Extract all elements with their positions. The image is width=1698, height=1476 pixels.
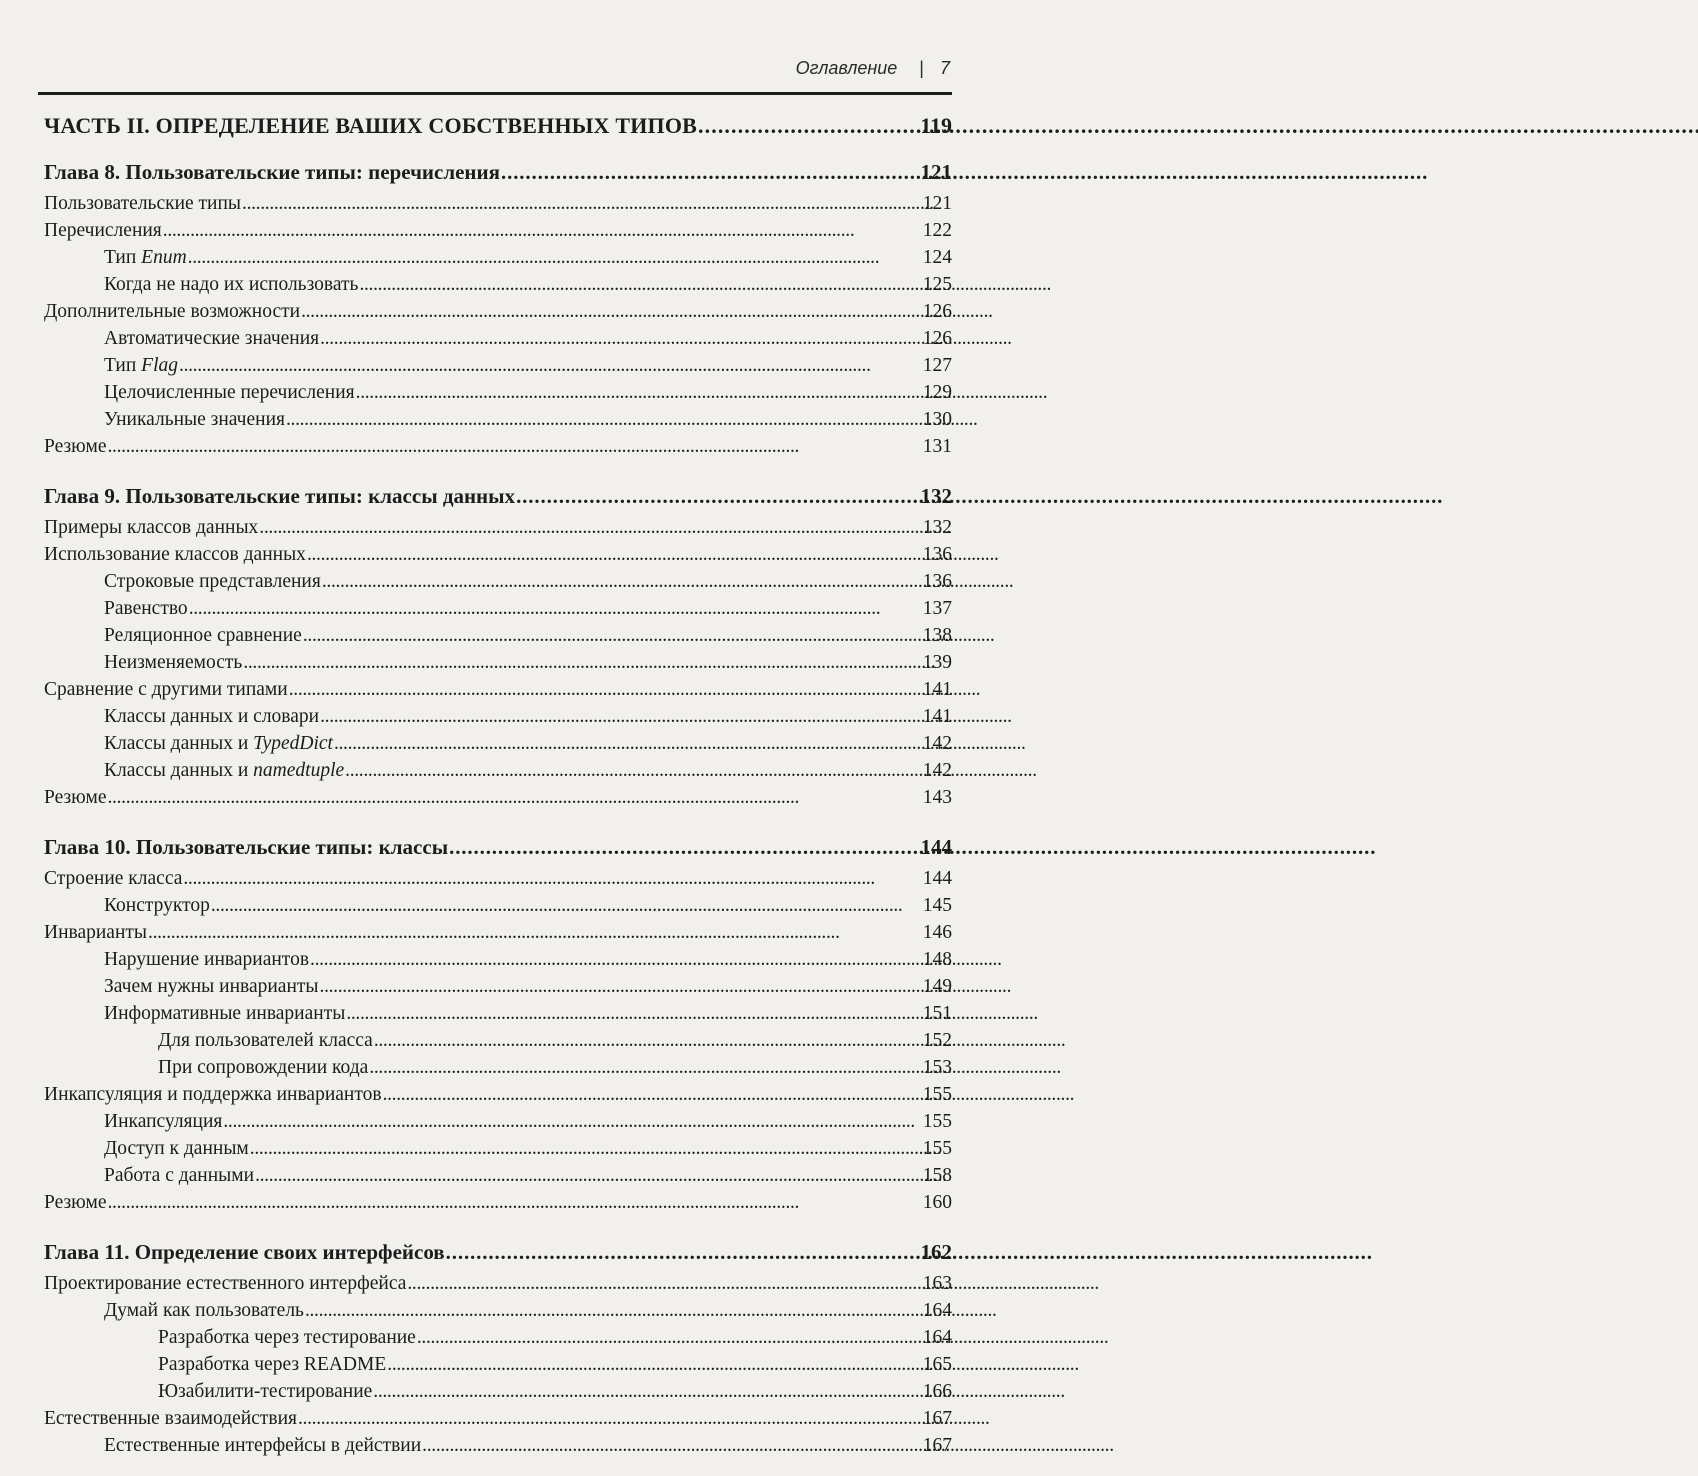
- toc-entry-page: 141: [922, 706, 952, 727]
- toc-entry-page: 142: [922, 760, 952, 781]
- header-rule: [38, 92, 952, 95]
- toc-entry-page: 130: [922, 409, 952, 430]
- toc-entry-page: 132: [920, 484, 952, 508]
- toc-chapter-heading: [38, 478, 952, 514]
- dot-leader: [289, 676, 921, 703]
- running-head-section: Оглавление: [795, 58, 898, 78]
- toc-entry-title: Резюме: [44, 787, 107, 808]
- toc-entry: [38, 1162, 952, 1189]
- dot-leader: [698, 108, 918, 144]
- toc-entry-title: Сравнение с другими типами: [44, 679, 288, 700]
- toc-entry: [38, 325, 952, 352]
- dot-leader: [320, 703, 921, 730]
- toc-entry: [38, 352, 952, 379]
- toc-entry: [38, 433, 952, 460]
- toc-entry-title: Инкапсуляция и поддержка инвариантов: [44, 1084, 382, 1105]
- toc-entry: [38, 271, 952, 298]
- toc-entry-title: [104, 757, 344, 784]
- toc-entry-title: Уникальные значения: [104, 409, 285, 430]
- toc-entry-page: 142: [922, 733, 952, 754]
- dot-leader: [449, 829, 918, 865]
- toc-entry-title: Зачем нужны инварианты: [104, 976, 319, 997]
- toc-entry-page: 166: [922, 1381, 952, 1402]
- toc-entry-page: 158: [922, 1165, 952, 1186]
- toc-entry-page: 126: [922, 301, 952, 322]
- toc-entry-title: Глава 11. Определение своих интерфейсов: [44, 1240, 445, 1264]
- toc-entry-title: При сопровождении кода: [158, 1057, 369, 1078]
- running-head-separator: |: [919, 58, 924, 78]
- toc-entry: [38, 1405, 952, 1432]
- dot-leader: [183, 865, 920, 892]
- toc-entry: [38, 730, 952, 757]
- toc-entry-title-text: Тип: [104, 247, 142, 268]
- toc-entry-page: 125: [922, 274, 952, 295]
- toc-entry-page: 132: [922, 517, 952, 538]
- toc-entry-page: 151: [922, 1003, 952, 1024]
- toc-entry-title: Работа с данными: [104, 1165, 255, 1186]
- toc-entry: [38, 865, 952, 892]
- toc-entry-title: Нарушение инвариантов: [104, 949, 310, 970]
- toc-entry-title: Автоматические значения: [104, 328, 320, 349]
- toc-chapter-heading: [38, 829, 952, 865]
- dot-leader: [188, 244, 921, 271]
- toc-entry-page: 167: [922, 1408, 952, 1429]
- toc-entry-page: 153: [922, 1057, 952, 1078]
- toc-entry: [38, 1054, 952, 1081]
- toc-entry: [38, 595, 952, 622]
- dot-leader: [259, 514, 920, 541]
- dot-leader: [359, 271, 920, 298]
- dot-leader: [387, 1351, 920, 1378]
- toc-entry: [38, 406, 952, 433]
- toc-entry: [38, 1432, 952, 1459]
- toc-entry-page: 152: [922, 1030, 952, 1051]
- toc-entry-title: Резюме: [44, 1192, 107, 1213]
- dot-leader: [346, 1000, 920, 1027]
- dot-leader: [374, 1027, 921, 1054]
- dot-leader: [369, 1054, 920, 1081]
- dot-leader: [108, 784, 921, 811]
- toc-entry-page: 121: [920, 160, 952, 184]
- toc-entry-title: Целочисленные перечисления: [104, 382, 355, 403]
- toc-entry-page: 144: [920, 835, 952, 859]
- dot-leader: [148, 919, 921, 946]
- dot-leader: [383, 1081, 921, 1108]
- dot-leader: [242, 190, 921, 217]
- toc-entry-title: Юзабилити-тестирование: [158, 1381, 373, 1402]
- toc-entry-title: Равенство: [104, 598, 188, 619]
- toc-entry: [38, 1027, 952, 1054]
- toc-chapter-heading: [38, 1234, 952, 1270]
- toc-entry: [38, 919, 952, 946]
- toc-entry-title: Глава 8. Пользовательские типы: перечисления: [44, 160, 500, 184]
- toc-entry: [38, 541, 952, 568]
- toc-entry-page: 164: [922, 1327, 952, 1348]
- toc-entry: [38, 1081, 952, 1108]
- toc-entry: [38, 190, 952, 217]
- toc-entry-page: 167: [922, 1435, 952, 1456]
- toc-entry-title: Естественные взаимодействия: [44, 1408, 297, 1429]
- toc-entry-title: Примеры классов данных: [44, 517, 259, 538]
- toc-entry-title: Информативные инварианты: [104, 1003, 346, 1024]
- toc-entry-page: 144: [922, 868, 952, 889]
- dot-leader: [407, 1270, 920, 1297]
- toc-entry-page: 145: [922, 895, 952, 916]
- dot-leader: [223, 1108, 920, 1135]
- dot-leader: [356, 379, 921, 406]
- toc-entry-title-italic: namedtuple: [253, 760, 345, 781]
- toc-entry: [38, 1297, 952, 1324]
- toc-entry-title-text: Тип: [104, 355, 142, 376]
- toc-entry-page: 122: [922, 220, 952, 241]
- toc-entry: [38, 703, 952, 730]
- toc-entry-title: Когда не надо их использовать: [104, 274, 359, 295]
- toc-entry: [38, 757, 952, 784]
- dot-leader: [305, 1297, 921, 1324]
- toc-entry-page: 137: [922, 598, 952, 619]
- toc-entry-title-italic: Flag: [141, 355, 179, 376]
- dot-leader: [301, 298, 921, 325]
- toc-entry-page: 126: [922, 328, 952, 349]
- dot-leader: [446, 1234, 919, 1270]
- toc-entry-page: 165: [922, 1354, 952, 1375]
- toc-entry: [38, 1378, 952, 1405]
- toc-entry-page: 163: [922, 1273, 952, 1294]
- toc-entry-page: 155: [922, 1084, 952, 1105]
- toc-entry: [38, 379, 952, 406]
- toc-entry-title: Реляционное сравнение: [104, 625, 302, 646]
- toc-entry-title: Перечисления: [44, 220, 162, 241]
- dot-leader: [255, 1162, 921, 1189]
- toc-entry-title: Проектирование естественного интерфейса: [44, 1273, 407, 1294]
- dot-leader: [310, 946, 921, 973]
- toc-entry-title: [104, 244, 187, 271]
- toc-entry-page: 139: [922, 652, 952, 673]
- toc-entry: [38, 1270, 952, 1297]
- toc-entry-page: 136: [922, 544, 952, 565]
- dot-leader: [108, 433, 921, 460]
- toc-entry: [38, 676, 952, 703]
- running-head-page-number: 7: [939, 58, 950, 78]
- dot-leader: [250, 1135, 921, 1162]
- toc-entry-page: 119: [920, 113, 952, 138]
- table-of-contents: [38, 106, 952, 1459]
- dot-leader: [320, 325, 921, 352]
- toc-entry-page: 155: [922, 1138, 952, 1159]
- toc-entry-title: Неизменяемость: [104, 652, 243, 673]
- toc-chapter-heading: [38, 154, 952, 190]
- toc-entry-title: Доступ к данным: [104, 1138, 249, 1159]
- toc-entry-title: Естественные интерфейсы в действии: [104, 1435, 422, 1456]
- dot-leader: [422, 1432, 921, 1459]
- toc-entry-page: 141: [922, 679, 952, 700]
- toc-entry-title-italic: TypedDict: [253, 733, 333, 754]
- toc-entry-page: 164: [922, 1300, 952, 1321]
- toc-entry: [38, 1135, 952, 1162]
- dot-leader: [108, 1189, 921, 1216]
- toc-entry-title: Глава 10. Пользовательские типы: классы: [44, 835, 449, 859]
- toc-entry-title: Конструктор: [104, 895, 210, 916]
- dot-leader: [373, 1378, 920, 1405]
- toc-entry-title: Инварианты: [44, 922, 148, 943]
- toc-entry-page: 127: [922, 355, 952, 376]
- toc-entry-page: 155: [922, 1111, 952, 1132]
- toc-entry-page: 160: [922, 1192, 952, 1213]
- toc-entry: [38, 1189, 952, 1216]
- toc-entry-title: [104, 352, 178, 379]
- toc-entry-page: 131: [922, 436, 952, 457]
- running-head: [796, 58, 950, 79]
- dot-leader: [179, 352, 921, 379]
- dot-leader: [303, 622, 921, 649]
- toc-entry-title-italic: Enum: [141, 247, 187, 268]
- toc-entry-title: Для пользователей класса: [158, 1030, 373, 1051]
- toc-entry-page: 148: [922, 949, 952, 970]
- toc-entry: [38, 892, 952, 919]
- toc-entry-page: 129: [922, 382, 952, 403]
- dot-leader: [501, 154, 919, 190]
- toc-entry-title: Разработка через README: [158, 1354, 387, 1375]
- toc-entry-title: Глава 9. Пользовательские типы: классы данных: [44, 484, 516, 508]
- toc-entry: [38, 946, 952, 973]
- toc-entry-page: 138: [922, 625, 952, 646]
- toc-entry: [38, 649, 952, 676]
- toc-entry-title: Строковые представления: [104, 571, 321, 592]
- toc-entry: [38, 514, 952, 541]
- dot-leader: [516, 478, 918, 514]
- dot-leader: [286, 406, 921, 433]
- dot-leader: [189, 595, 921, 622]
- toc-entry-page: 149: [922, 976, 952, 997]
- toc-entry-title: Использование классов данных: [44, 544, 306, 565]
- dot-leader: [345, 757, 921, 784]
- toc-entry-page: 146: [922, 922, 952, 943]
- toc-entry: [38, 1324, 952, 1351]
- toc-entry-title-text: Классы данных и: [104, 760, 254, 781]
- dot-leader: [334, 730, 921, 757]
- toc-entry-page: 124: [922, 247, 952, 268]
- toc-part-heading: [38, 108, 952, 144]
- dot-leader: [298, 1405, 921, 1432]
- dot-leader: [320, 973, 921, 1000]
- toc-entry: [38, 784, 952, 811]
- toc-entry-title: Разработка через тестирование: [158, 1327, 416, 1348]
- toc-entry-title: Пользовательские типы: [44, 193, 242, 214]
- dot-leader: [322, 568, 921, 595]
- toc-entry-title: Инкапсуляция: [104, 1111, 223, 1132]
- dot-leader: [163, 217, 921, 244]
- toc-entry-title: [104, 730, 333, 757]
- toc-entry-page: 121: [922, 193, 952, 214]
- toc-entry-page: 143: [922, 787, 952, 808]
- toc-entry-title: Думай как пользователь: [104, 1300, 304, 1321]
- toc-entry: [38, 298, 952, 325]
- toc-entry-title: ЧАСТЬ II. ОПРЕДЕЛЕНИЕ ВАШИХ СОБСТВЕННЫХ ТИПОВ: [44, 113, 698, 138]
- dot-leader: [417, 1324, 921, 1351]
- toc-entry: [38, 1108, 952, 1135]
- toc-entry: [38, 568, 952, 595]
- toc-entry-title: Классы данных и словари: [104, 706, 320, 727]
- toc-entry-page: 136: [922, 571, 952, 592]
- dot-leader: [211, 892, 921, 919]
- toc-entry: [38, 1351, 952, 1378]
- toc-entry-title: Дополнительные возможности: [44, 301, 301, 322]
- toc-entry: [38, 244, 952, 271]
- toc-entry: [38, 1000, 952, 1027]
- toc-entry-title-text: Классы данных и: [104, 733, 254, 754]
- toc-entry-title: Строение класса: [44, 868, 183, 889]
- toc-entry: [38, 973, 952, 1000]
- dot-leader: [243, 649, 920, 676]
- toc-entry: [38, 622, 952, 649]
- dot-leader: [307, 541, 921, 568]
- toc-entry-page: 162: [920, 1240, 952, 1264]
- toc-entry: [38, 217, 952, 244]
- toc-entry-title: Резюме: [44, 436, 107, 457]
